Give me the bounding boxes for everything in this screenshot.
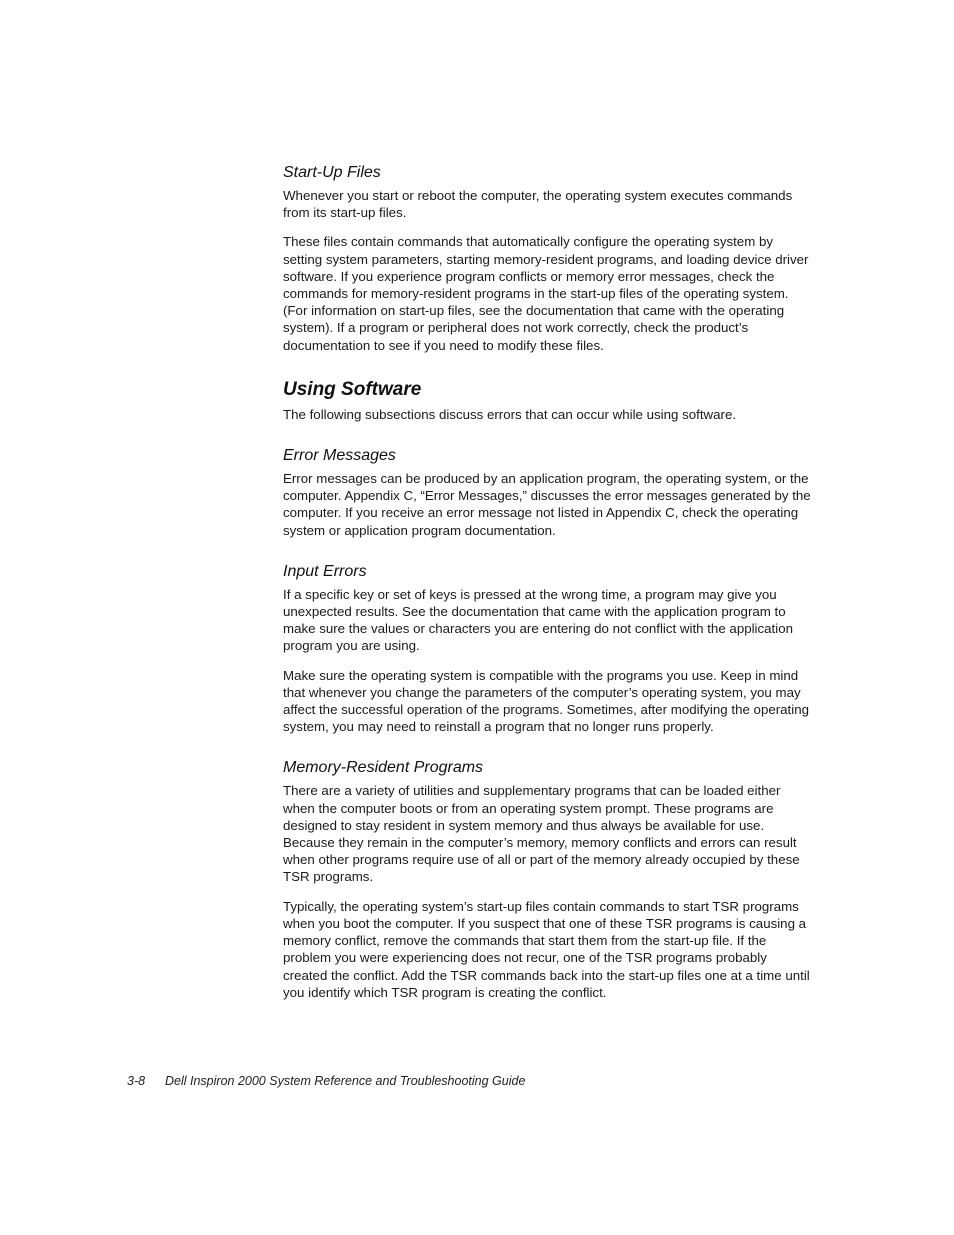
paragraph-startup-1: Whenever you start or reboot the computer, the operating system executes commands from its start-up files. [283,188,793,221]
heading-error-messages: Error Messages [283,447,396,465]
page-content [283,163,813,1013]
document-title: Dell Inspiron 2000 System Reference and Troubleshooting Guide [165,1074,526,1088]
paragraph-input-errors-1: If a specific key or set of keys is pressed at the wrong time, a program may give you unexpected results. See the documentation that came with the application program to make sure the values or characters you are entering do not conflict with the application program you are using. [283,586,793,654]
paragraph-error-messages: Error messages can be produced by an application program, the operating system, or the computer. Appendix C, “Error Messages,” discusses the error messages generated by the computer. If you receive an error message not listed in Appendix C, check the operating system or application program documentation. [283,471,811,538]
paragraph-memory-resident-2: Typically, the operating system’s start-up files contain commands to start TSR programs when you boot the computer. If you suspect that one of these TSR programs is causing a memory conflict, remove the commands that start them from the start-up file. If the problem you were experiencing does not recur, one of the TSR programs probably created the conflict. Add the TSR commands back into the start-up files one at a time until you identify which TSR program is creating the conflict. [283,898,810,1000]
paragraph-startup-2: These files contain commands that automatically configure the operating system by setting system parameters, starting memory-resident programs, and loading device driver software. If you experience program conflicts or memory error messages, check the commands for memory-resident programs in the start-up files of the operating system. (For information on start-up files, see the documentation that came with the operating system). If a program or peripheral does not work correctly, check the product’s documentation to see if you need to modify these files. [283,234,809,353]
paragraph-using-software: The following subsections discuss errors that can occur while using software. [283,406,737,422]
page-footer [127,1074,525,1088]
heading-using-software: Using Software [283,378,422,400]
heading-startup-files: Start-Up Files [283,164,381,181]
paragraph-input-errors-2: Make sure the operating system is compatible with the programs you use. Keep in mind that whenever you change the parameters of the computer’s operating system, you may affect the successful operation of the programs. Sometimes, after modifying the operating system, you may need to reinstall a program that no longer runs properly. [283,667,809,735]
paragraph-memory-resident-1: There are a variety of utilities and supplementary programs that can be loaded either when the computer boots or from an operating system prompt. These programs are designed to stay resident in system memory and thus always be available for use. Because they remain in the computer’s memory, memory conflicts and errors can result when other programs require use of all or part of the memory already occupied by these TSR programs. [283,783,800,885]
heading-input-errors: Input Errors [283,562,367,580]
page-number: 3-8 [127,1074,146,1088]
heading-memory-resident-programs: Memory-Resident Programs [283,759,484,777]
